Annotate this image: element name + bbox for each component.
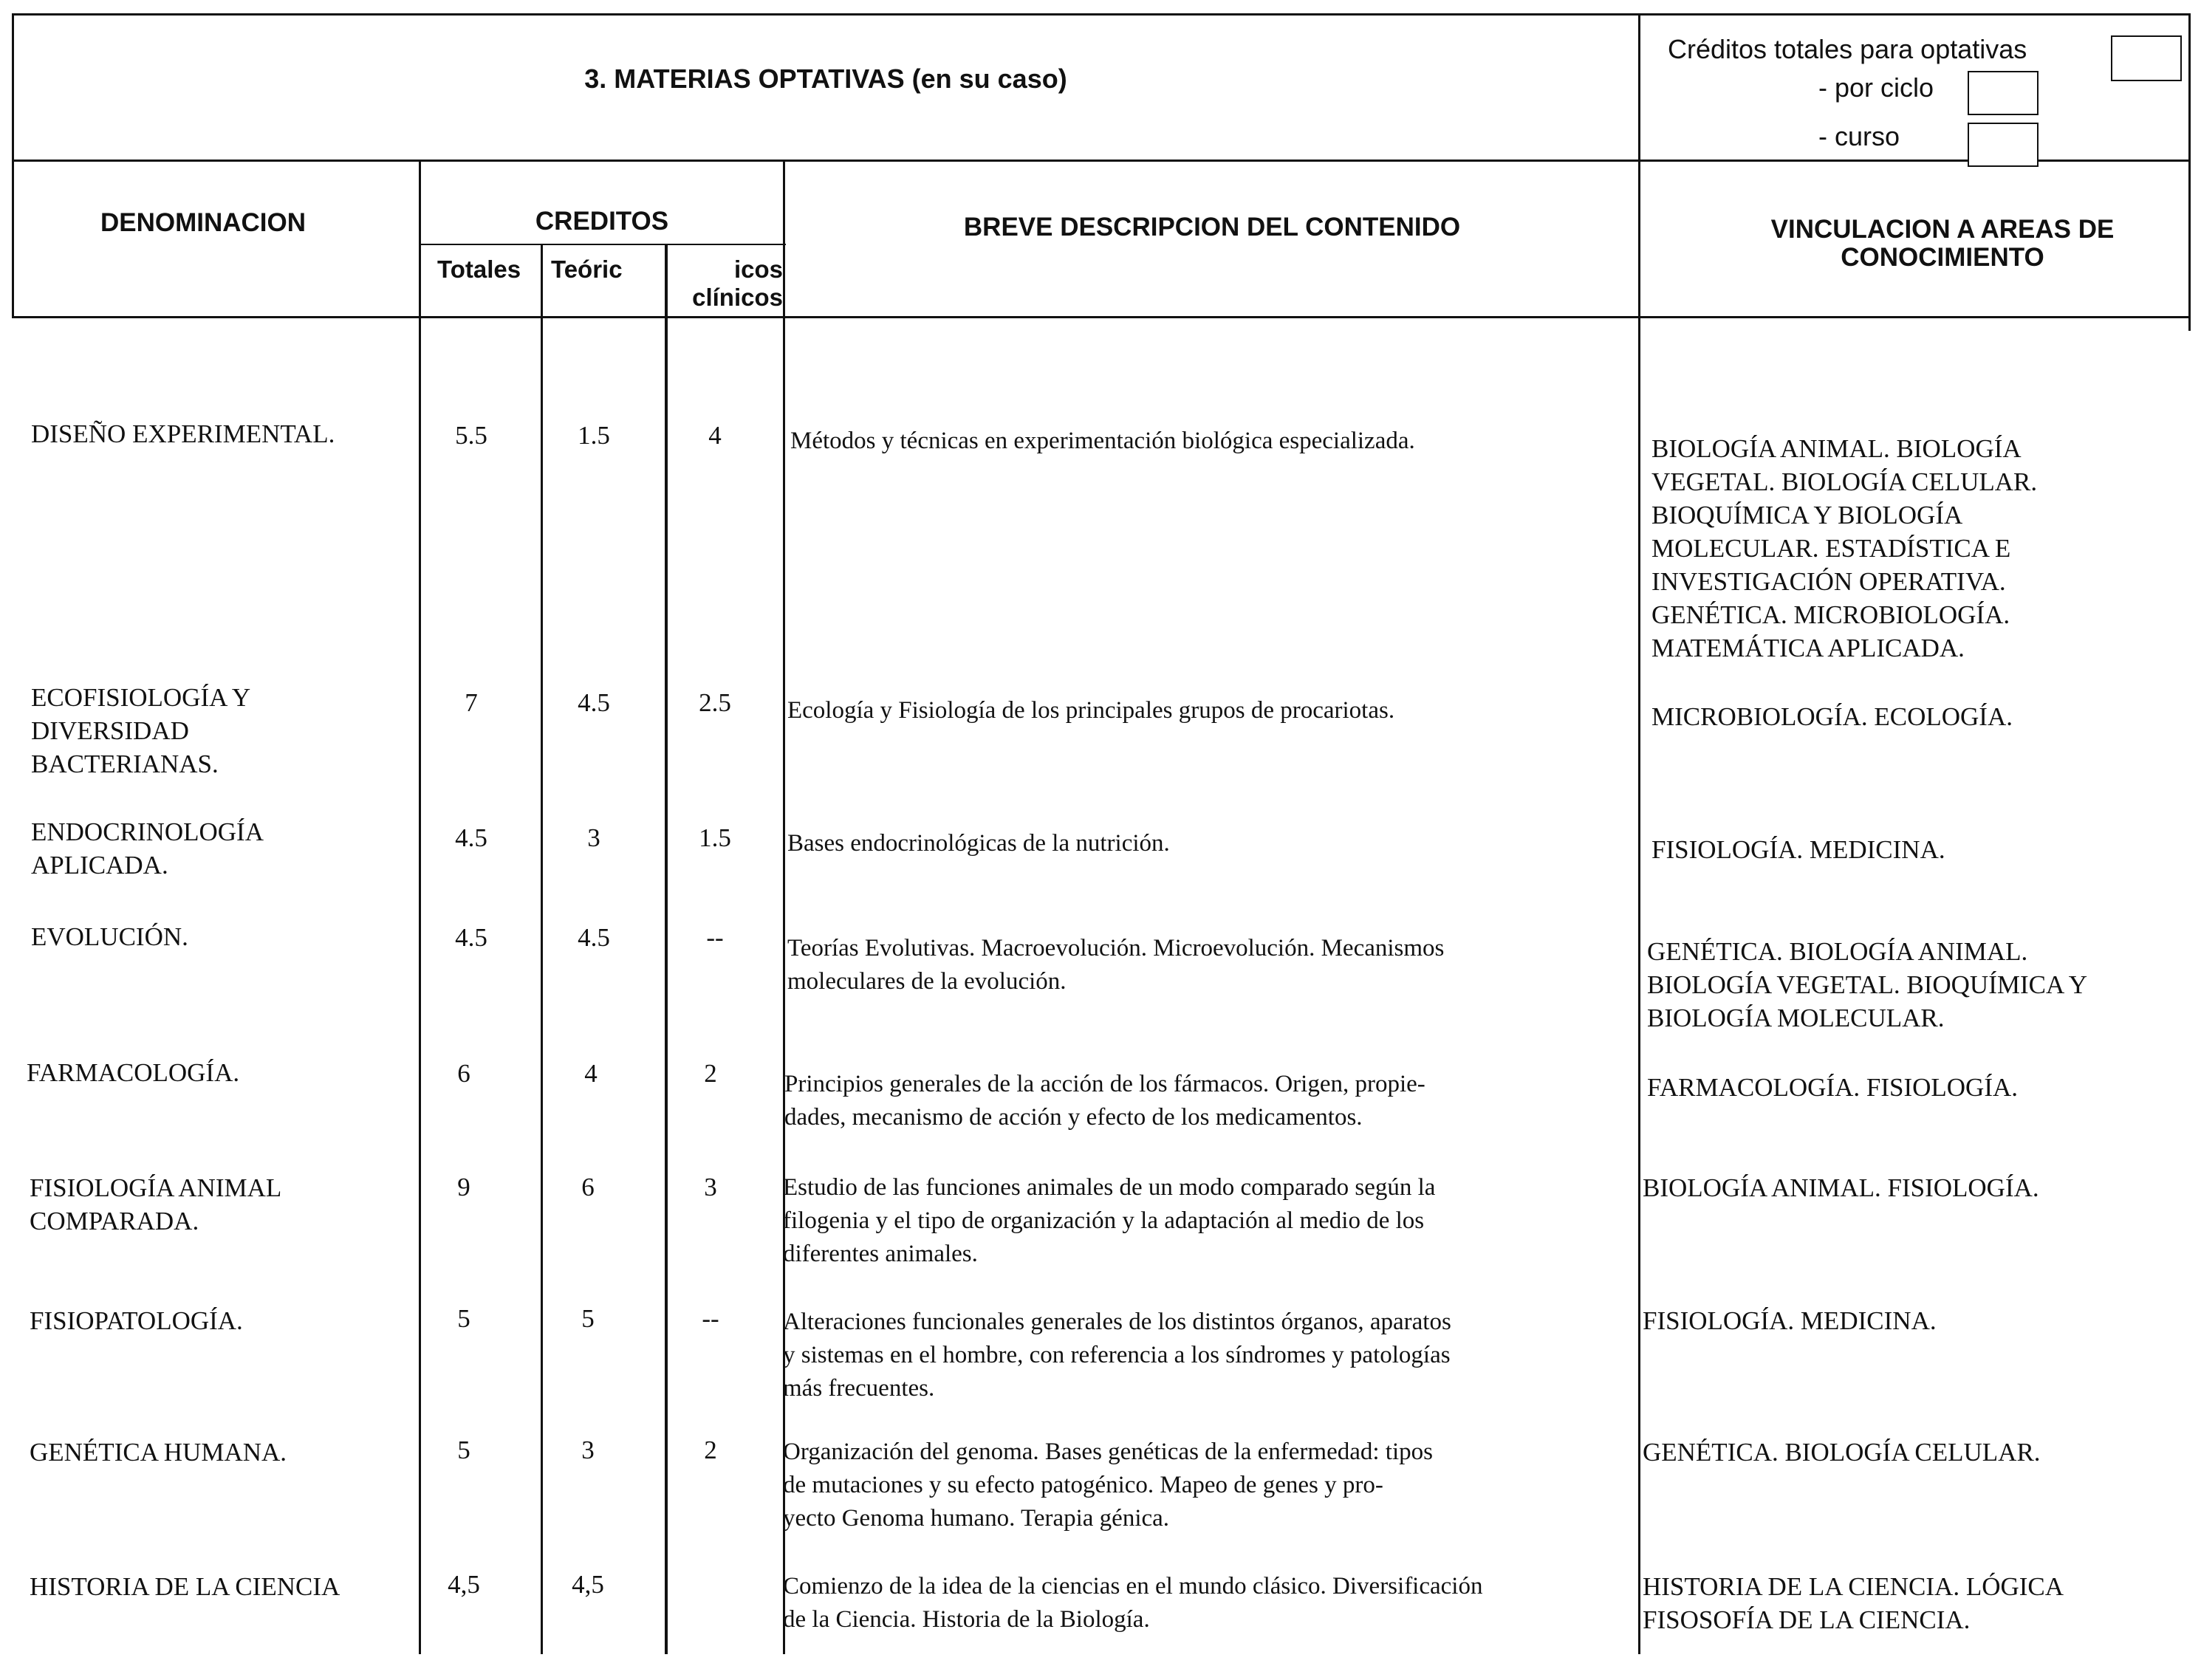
row-1-practicos: 4: [708, 421, 722, 450]
row-6-descripcion: Estudio de las funciones animales de un modo comparado según la filogenia y el tipo de organización y la adaptación al medio de los diferentes animales.: [783, 1174, 1436, 1267]
divider-descripcion: [1638, 13, 1640, 1654]
row-8-totales: 5: [457, 1436, 470, 1464]
row-1-name: DISEÑO EXPERIMENTAL.: [31, 419, 335, 448]
row-1-descripcion: Métodos y técnicas en experimentación biológica especializada.: [790, 428, 1415, 454]
column-descripcion: BREVE DESCRIPCION DEL CONTENIDO: [963, 213, 1461, 241]
row-9-areas: HISTORIA DE LA CIENCIA. LÓGICA FISOSOFÍA DE LA CIENCIA.: [1643, 1572, 2064, 1634]
row-1-areas: BIOLOGÍA ANIMAL. BIOLOGÍA VEGETAL. BIOLOGÍA CELULAR. BIOQUÍMICA Y BIOLOGÍA MOLECULAR. ESTADÍSTICA E INVESTIGACIÓN OPERATIVA. GENÉTICA. MICROBIOLOGÍA. MATEMÁTICA APLICADA.: [1651, 434, 2038, 662]
row-1-teoricos: 1.5: [578, 421, 610, 450]
divider-practicos: [783, 161, 785, 1654]
row-5-descripcion: Principios generales de la acción de los fármacos. Origen, propie- dades, mecanismo de acción y efecto de los medicamentos.: [784, 1071, 1425, 1131]
column-denominacion: DENOMINACION: [100, 208, 307, 237]
row-9-descripcion: Comienzo de la idea de la ciencias en el mundo clásico. Diversificación de la Ciencia. Historia de la Biología.: [783, 1573, 1483, 1633]
row-3-totales: 4.5: [455, 823, 487, 852]
divider-totales: [541, 244, 543, 1654]
divider-denominacion: [419, 161, 421, 1654]
creditos-totales-box: [2111, 35, 2182, 81]
row-2-totales: 7: [465, 688, 478, 717]
row-5-teoricos: 4: [584, 1059, 598, 1088]
row-3-name: ENDOCRINOLOGÍA APLICADA.: [31, 817, 264, 880]
column-header-bottom-line: [12, 316, 2191, 318]
row-6-practicos: 3: [704, 1173, 717, 1201]
por-ciclo-label: - por ciclo: [1818, 72, 1934, 103]
row-7-teoricos: 5: [581, 1304, 595, 1333]
border-top: [12, 13, 2191, 16]
row-6-totales: 9: [457, 1173, 470, 1201]
border-right: [2188, 13, 2191, 331]
row-4-practicos: --: [706, 923, 724, 952]
row-3-teoricos: 3: [587, 823, 600, 852]
column-creditos: CREDITOS: [535, 207, 669, 236]
row-1-totales: 5.5: [455, 421, 487, 450]
row-6-name: FISIOLOGÍA ANIMAL COMPARADA.: [30, 1173, 282, 1235]
row-4-totales: 4.5: [455, 923, 487, 952]
row-8-areas: GENÉTICA. BIOLOGÍA CELULAR.: [1643, 1438, 2041, 1467]
row-7-practicos: --: [702, 1304, 719, 1333]
row-8-name: GENÉTICA HUMANA.: [30, 1438, 287, 1467]
column-vinculacion: VINCULACION A AREAS DE CONOCIMIENTO: [1770, 215, 2115, 272]
row-6-areas: BIOLOGÍA ANIMAL. FISIOLOGÍA.: [1643, 1173, 2039, 1202]
row-4-name: EVOLUCIÓN.: [31, 922, 188, 951]
row-4-teoricos: 4.5: [578, 923, 610, 952]
row-9-name: HISTORIA DE LA CIENCIA: [30, 1572, 340, 1601]
curso-box: [1968, 123, 2039, 167]
border-left: [12, 13, 14, 318]
row-5-name: FARMACOLOGÍA.: [27, 1058, 240, 1087]
row-4-descripcion: Teorías Evolutivas. Macroevolución. Microevolución. Mecanismos moleculares de la evolución.: [787, 935, 1445, 995]
column-practicos-line1: icos: [733, 256, 783, 283]
row-9-totales: 4,5: [448, 1570, 480, 1599]
row-2-teoricos: 4.5: [578, 688, 610, 717]
row-8-descripcion: Organización del genoma. Bases genéticas de la enfermedad: tipos de mutaciones y su efecto patogénico. Mapeo de genes y pro- yecto Genoma humano. Terapia génica.: [783, 1439, 1433, 1532]
row-8-practicos: 2: [704, 1436, 717, 1464]
creditos-subheader-line: [420, 244, 786, 245]
row-2-name: ECOFISIOLOGÍA Y DIVERSIDAD BACTERIANAS.: [31, 683, 251, 778]
creditos-totales-label: Créditos totales para optativas: [1668, 34, 2027, 64]
row-2-descripcion: Ecología y Fisiología de los principales grupos de procariotas.: [787, 697, 1395, 724]
row-2-areas: MICROBIOLOGÍA. ECOLOGÍA.: [1651, 702, 2013, 731]
column-practicos: [672, 256, 783, 312]
row-6-teoricos: 6: [581, 1173, 595, 1201]
row-5-totales: 6: [457, 1059, 470, 1088]
row-9-teoricos: 4,5: [572, 1570, 604, 1599]
row-7-descripcion: Alteraciones funcionales generales de los distintos órganos, aparatos y sistemas en el hombre, con referencia a los síndromes y patologías más frecuentes.: [783, 1309, 1451, 1402]
row-5-areas: FARMACOLOGÍA. FISIOLOGÍA.: [1647, 1073, 2018, 1102]
row-7-name: FISIOPATOLOGÍA.: [30, 1306, 243, 1335]
curso-label: - curso: [1818, 121, 1900, 151]
row-7-areas: FISIOLOGÍA. MEDICINA.: [1643, 1306, 1937, 1335]
row-2-practicos: 2.5: [699, 688, 731, 717]
row-3-practicos: 1.5: [699, 823, 731, 852]
row-3-areas: FISIOLOGÍA. MEDICINA.: [1651, 835, 1945, 864]
column-practicos-line2: clínicos: [692, 284, 783, 311]
row-3-descripcion: Bases endocrinológicas de la nutrición.: [787, 830, 1170, 857]
row-8-teoricos: 3: [581, 1436, 595, 1464]
header-bottom-line: [12, 160, 2191, 162]
row-4-areas: GENÉTICA. BIOLOGÍA ANIMAL. BIOLOGÍA VEGETAL. BIOQUÍMICA Y BIOLOGÍA MOLECULAR.: [1647, 937, 2088, 1032]
row-5-practicos: 2: [704, 1059, 717, 1088]
por-ciclo-box: [1968, 71, 2039, 115]
column-teoricos: Teóric: [551, 256, 623, 283]
row-7-totales: 5: [457, 1304, 470, 1333]
section-title: 3. MATERIAS OPTATIVAS (en su caso): [584, 64, 1067, 94]
column-totales: Totales: [437, 256, 521, 283]
